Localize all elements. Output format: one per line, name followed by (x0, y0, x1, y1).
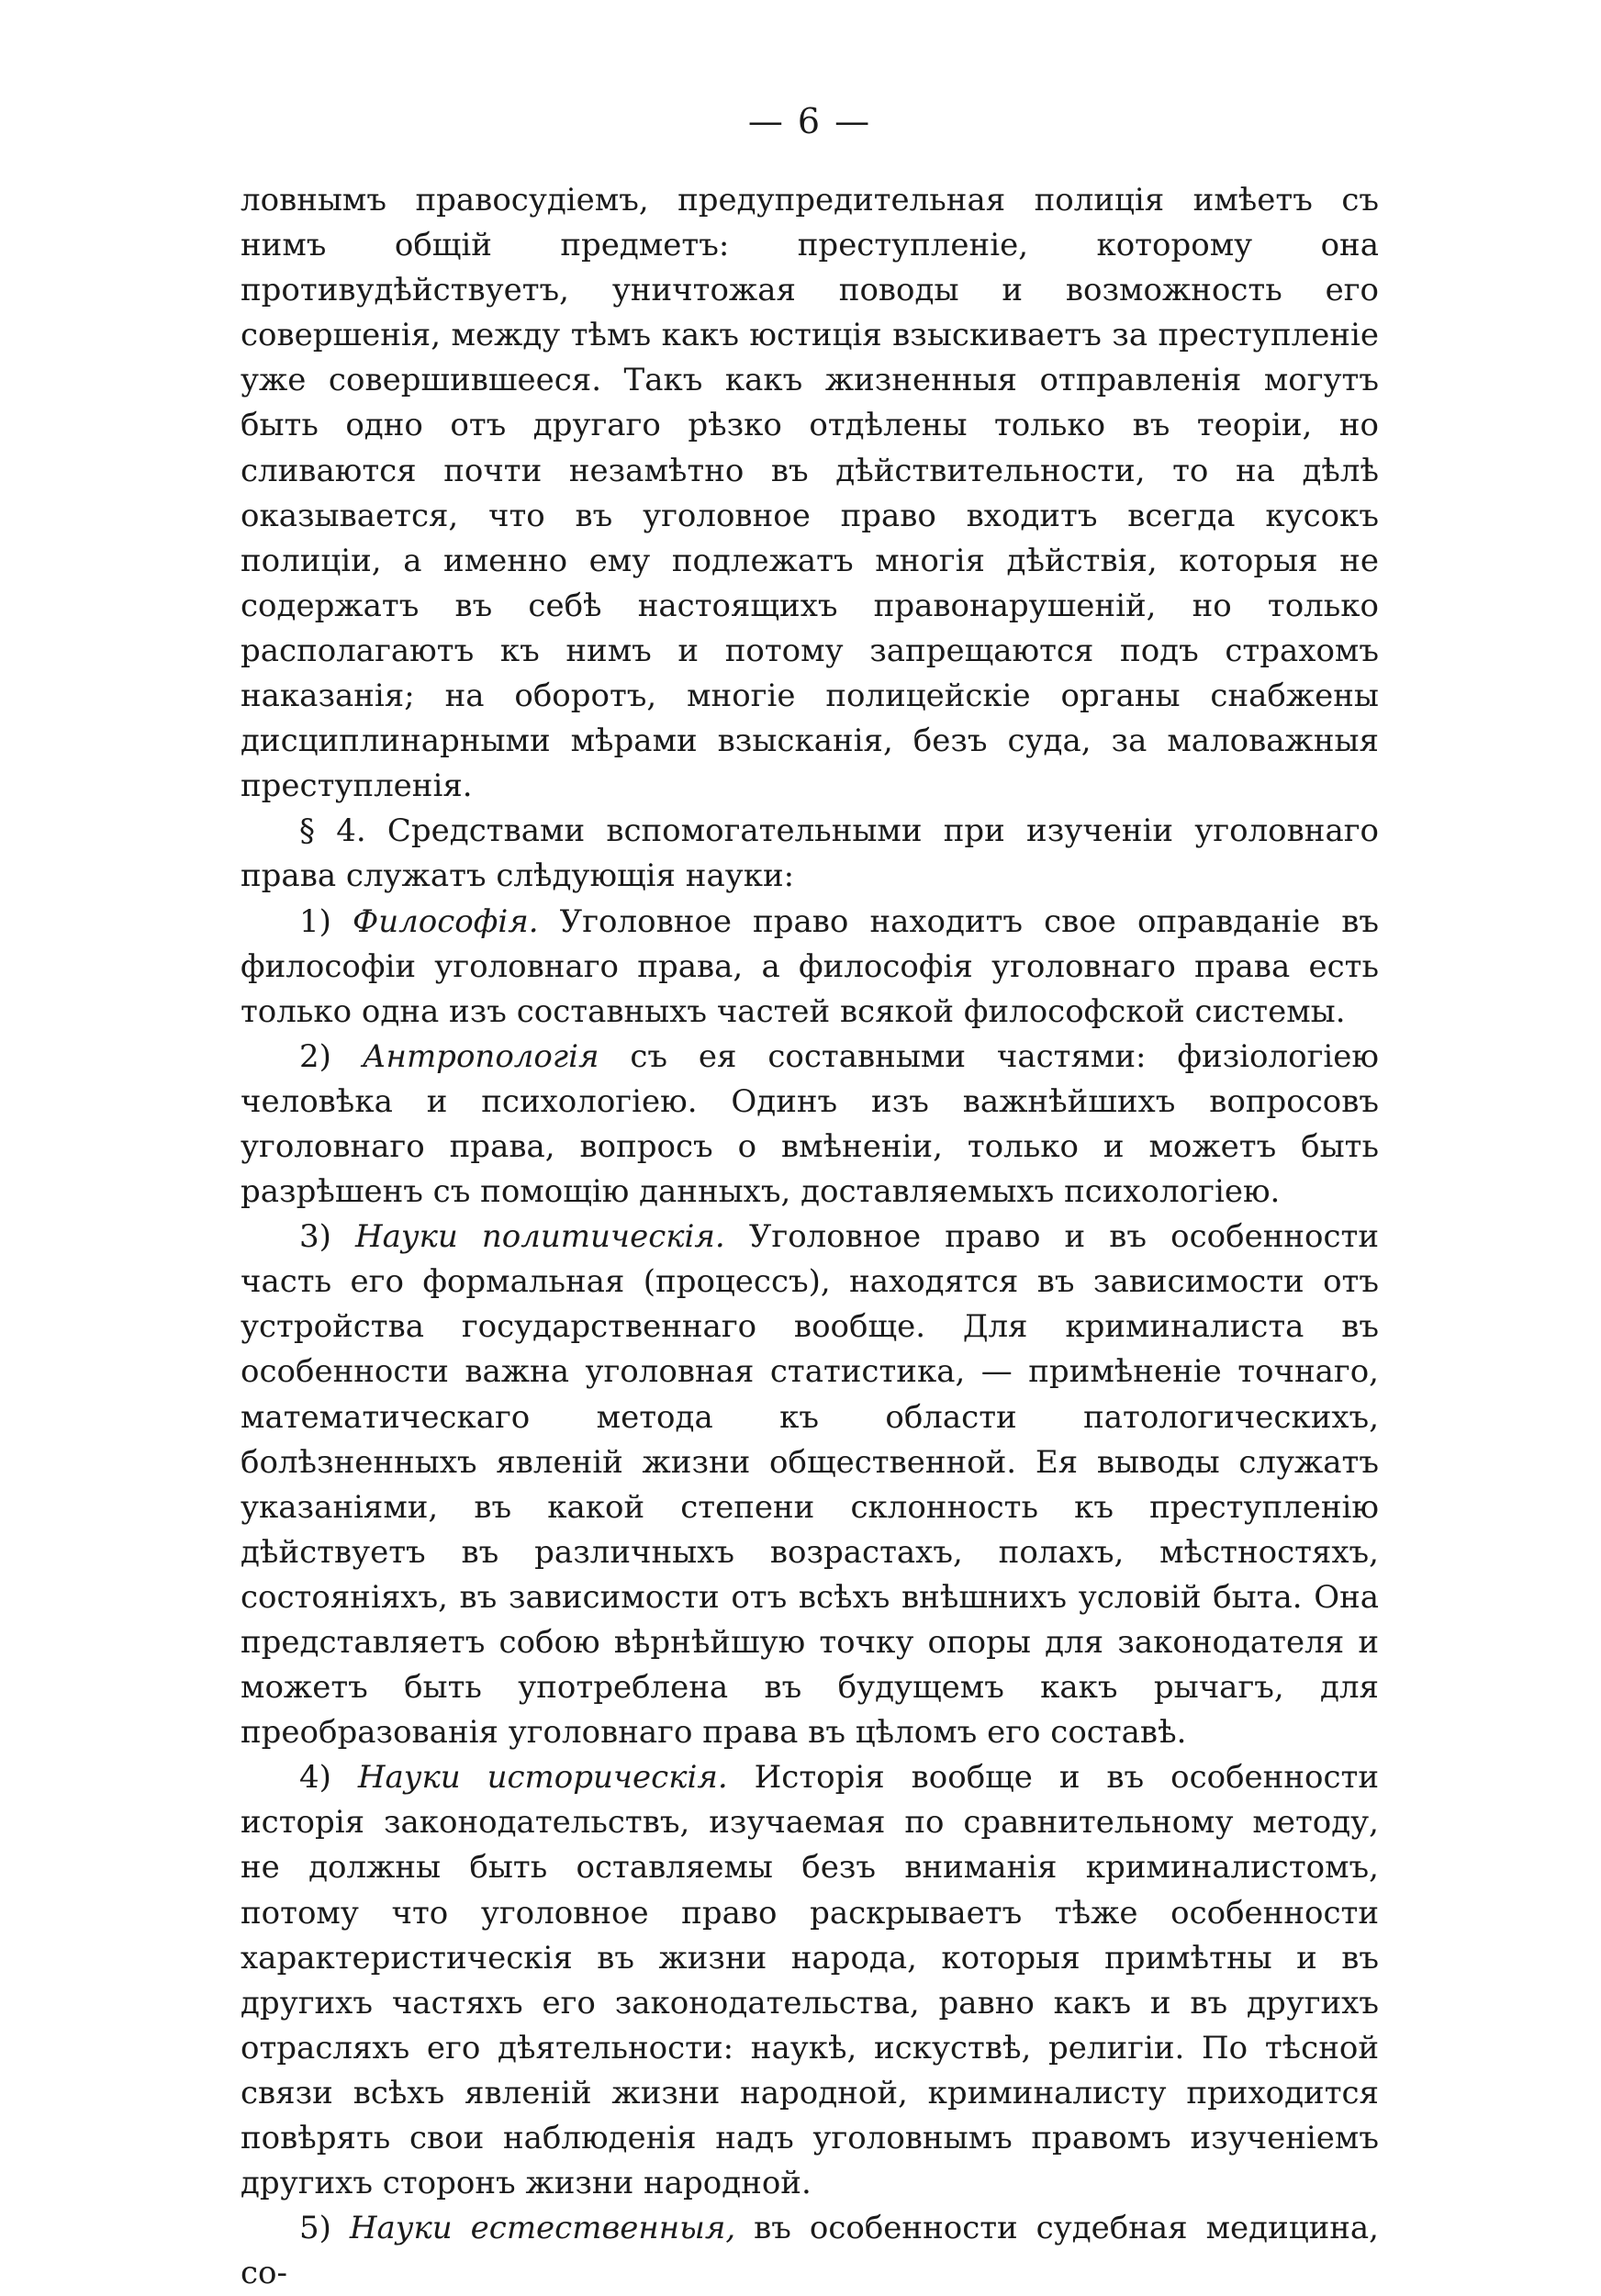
paragraph-text: Исторія вообще и въ особенности исторія законодательствъ, изучаемая по сравнительному методу, не должны быть оставляемы безъ вниманія криминалистомъ, потому что уголовное право раскрываетъ тѣже особенности характеристическія въ жизни народа, которыя примѣтны и въ другихъ частяхъ его законодательства, равно какъ и въ другихъ отрасляхъ его дѣятельности: наукѣ, искуствѣ, религіи. По тѣсной связи всѣхъ явленій жизни народной, криминалисту приходится повѣрять свои наблюденія надъ уголовнымъ правомъ изученіемъ другихъ сторонъ жизни народной. (241, 1759, 1379, 2202)
paragraph-natural-sciences (241, 2206, 1379, 2296)
paragraph-police-and-justice (241, 178, 1379, 809)
paragraph-political-sciences (241, 1215, 1379, 1755)
item-number: 2) (299, 1037, 331, 1075)
book-page (241, 92, 1379, 2296)
item-number: 5) (299, 2210, 331, 2247)
item-title: Философія. (353, 902, 539, 940)
page-number: — 6 — (747, 101, 872, 141)
paragraph-text: ловнымъ правосудіемъ, предупредительная полиція имѣетъ съ нимъ общій предметъ: преступленіе, которому она противудѣйствуетъ, уничтожая поводы и возможность его совершенія, между тѣмъ какъ юстиція взыскиваетъ за преступленіе уже совершившееся. Такъ какъ жизненныя отправленія могутъ быть одно отъ другаго рѣзко отдѣлены только въ теоріи, но сливаются почти незамѣтно въ дѣйствительности, то на дѣлѣ оказывается, что въ уголовное право входитъ всегда кусокъ полиціи, а именно ему подлежатъ многія дѣйствія, которыя не содержатъ въ себѣ настоящихъ правонарушеній, но только располагаютъ къ нимъ и потому запрещаются подъ страхомъ наказанія; на оборотъ, многіе полицейскіе органы снабжены дисциплинарными мѣрами взысканія, безъ суда, за маловажныя преступленія. (241, 182, 1379, 805)
item-title: Науки естественныя, (349, 2210, 736, 2247)
paragraph-anthropology (241, 1035, 1379, 1215)
paragraph-philosophy (241, 900, 1379, 1035)
section-number: § 4. (299, 812, 366, 850)
paragraph-text: Уголовное право и въ особенности часть его формальная (процессъ), находятся въ зависимости отъ устройства государственнаго вообще. Для криминалиста въ особенности важна уголовная статистика, — примѣненіе точнаго, математическаго метода къ области патологическихъ, болѣзненныхъ явленій жизни общественной. Ея выводы служатъ указаніями, въ какой степени склонность къ преступленію дѣйствуетъ въ различныхъ возрастахъ, полахъ, мѣстностяхъ, состояніяхъ, въ зависимости отъ всѣхъ внѣшнихъ условій быта. Она представляетъ собою вѣрнѣйшую точку опоры для законодателя и можетъ быть употреблена въ будущемъ какъ рычагъ, для преобразованія уголовнаго права въ цѣломъ его составѣ. (241, 1218, 1379, 1752)
item-title: Науки историческія. (357, 1759, 728, 1797)
paragraph-section-4 (241, 809, 1379, 899)
paragraph-text: Уголовное право находитъ свое оправданіе въ философіи уголовнаго права, а философія уголовнаго права есть только одна изъ составныхъ частей всякой философской системы. (241, 902, 1380, 1030)
paragraph-text: Средствами вспомогательными при изученіи уголовнаго права служатъ слѣдующія науки: (241, 812, 1379, 895)
item-title: Антропологія (362, 1037, 599, 1075)
paragraph-text: съ ея составными частями: физіологіею человѣка и психологіею. Одинъ изъ важнѣйшихъ вопросовъ уголовнаго права, вопросъ о вмѣненіи, только и можетъ быть разрѣшенъ съ помощію данныхъ, доставляемыхъ психологіею. (241, 1037, 1379, 1211)
paragraph-historical-sciences (241, 1755, 1379, 2206)
item-number: 1) (299, 902, 331, 940)
item-number: 3) (299, 1218, 331, 1256)
item-number: 4) (299, 1759, 331, 1797)
paragraph-text: въ особенности судебная медицина, со- (241, 2210, 1379, 2292)
item-title: Науки политическія. (354, 1218, 725, 1256)
